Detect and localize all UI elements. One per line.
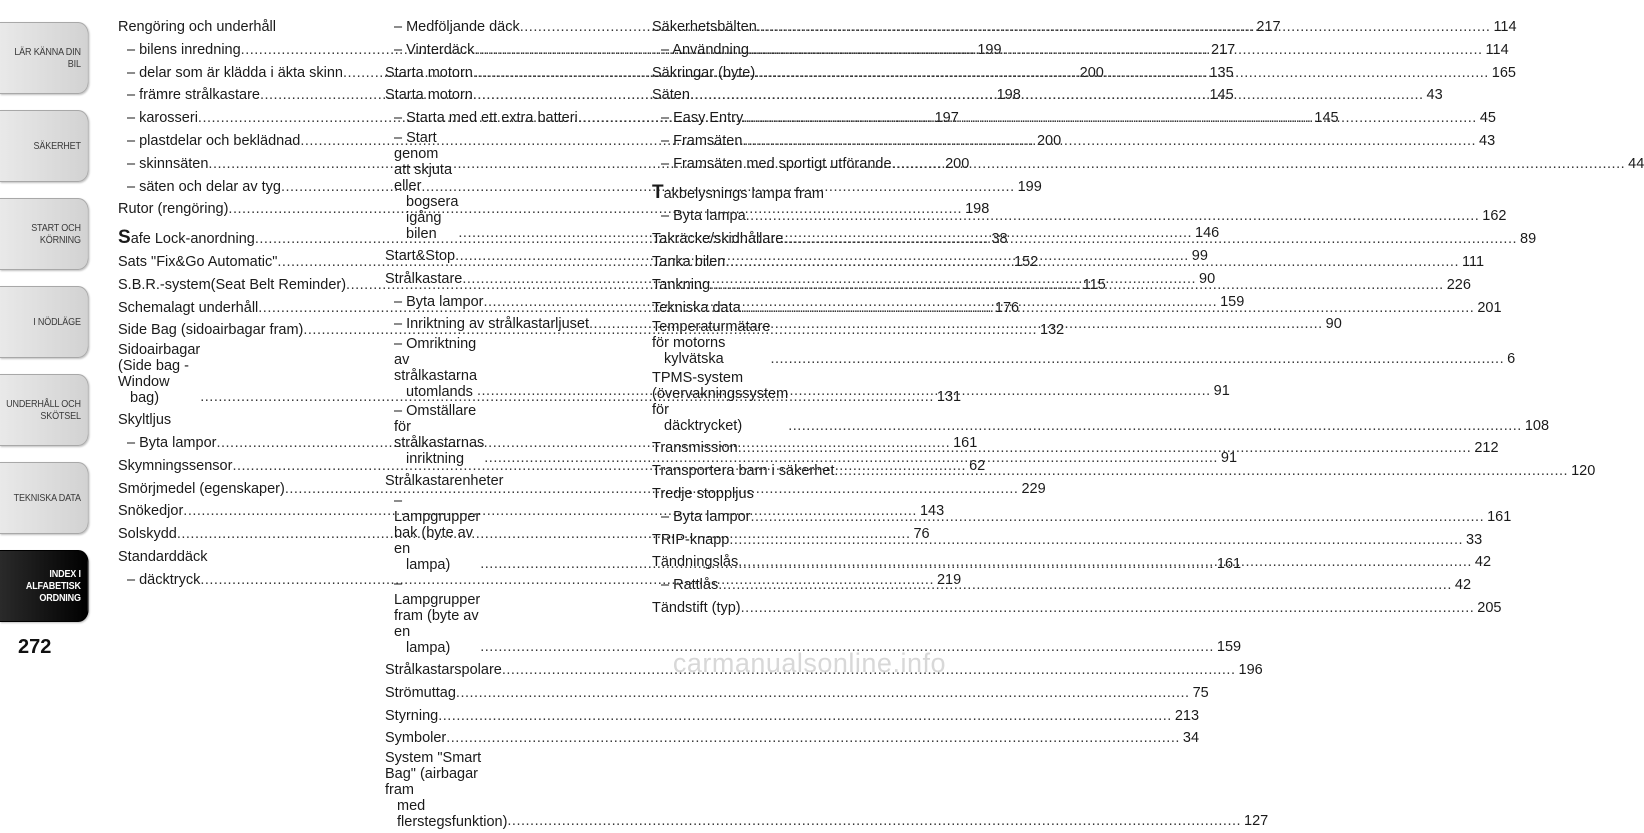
index-entry-page: 219 (936, 571, 962, 588)
index-entry-label: – främre strålkastare (127, 87, 260, 104)
index-entry-page: 226 (1446, 276, 1471, 293)
index-entry-label: Tanka bilen (652, 253, 726, 270)
index-entry-page: 132 (1040, 322, 1065, 339)
leader-dots (438, 705, 1172, 728)
index-entry-page: 217 (1210, 41, 1236, 58)
leader-dots (725, 251, 1459, 274)
leader-dots (755, 62, 1489, 85)
leader-dots (749, 39, 1483, 62)
index-entry-page: 75 (1192, 684, 1209, 701)
index-entry-label: – Byta lampor (661, 508, 751, 525)
index-entry-label: Starta motorn (385, 87, 473, 104)
index-entry-label: – plastdelar och beklädnad (127, 132, 301, 149)
leader-dots (741, 297, 1475, 320)
index-entry-label: TRIP-knapp (652, 531, 730, 548)
index-entry-label: – säten och delar av tyg (127, 178, 281, 195)
index-entry (118, 409, 376, 432)
index-entry-label: Symboler (385, 730, 447, 747)
index-entry-label: – Lampgrupper fram (byte av en lampa) (394, 575, 481, 656)
index-entry-label: Tredje stoppljus (652, 485, 754, 502)
index-entry-page: 44 (1628, 155, 1644, 172)
index-entry-label: – Framsäten med sportigt utförande (661, 155, 892, 172)
index-entry-page: 213 (1174, 707, 1200, 724)
index-entry-label: – Användning (661, 41, 749, 58)
watermark: carmanualsonline.info (672, 648, 946, 678)
index-entry-page: 176 (994, 299, 1020, 316)
index-entry-page: 114 (1493, 19, 1517, 35)
index-entry-page: 200 (1036, 132, 1062, 149)
index-entry-label: Strömuttag (385, 684, 456, 701)
index-entry-page: 90 (1325, 316, 1342, 333)
index-entry-page: 217 (1256, 19, 1281, 35)
index-entry-label: System "Smart Bag" (airbagar fram med flerstegsfunktion) (385, 750, 508, 831)
leader-dots (770, 348, 1504, 371)
index-entry-page: 76 (913, 526, 930, 543)
index-entry-page: 91 (1213, 383, 1230, 400)
leader-dots (741, 597, 1475, 620)
index-entry-label: S.B.R.-system(Seat Belt Reminder) (118, 276, 347, 293)
index-entry-label: Transmission (652, 440, 738, 457)
index-entry-page: 108 (1524, 417, 1550, 434)
index-entry-label: Safe Lock-anordning (118, 227, 255, 249)
index-entry-page: 91 (1220, 450, 1238, 467)
index-entry-page: 159 (1216, 639, 1242, 656)
leader-dots (738, 551, 1472, 574)
index-entry-page: 90 (1199, 270, 1216, 287)
leader-dots (783, 228, 1517, 251)
chapter-tab-4[interactable]: I NÖDLÄGE (0, 286, 89, 358)
index-entry-page: 159 (1220, 293, 1245, 310)
index-entry-page: 161 (1216, 556, 1242, 573)
index-entry-page: 120 (1571, 463, 1596, 480)
leader-dots (743, 107, 1477, 130)
leader-dots (742, 130, 1476, 153)
index-entry-label: – Easy Entry (661, 110, 744, 127)
index-entry-label: – Byta lampor (394, 293, 484, 310)
index-entry-label: Smörjmedel (egenskaper) (118, 480, 285, 497)
index-entry-label: Start&Stop (385, 247, 456, 264)
leader-dots (750, 506, 1484, 529)
index-entry (652, 182, 910, 206)
index-entry-page: 145 (1209, 87, 1234, 104)
index-entry-label: – Lampgrupper bak (byte av en lampa) (394, 492, 481, 573)
index-entry (652, 597, 1502, 620)
index-entry-page: 143 (919, 503, 945, 520)
index-entry-label: – Byta lampor (127, 434, 217, 451)
index-entry-page: 205 (1477, 599, 1502, 616)
leader-dots (788, 415, 1522, 438)
chapter-tab-7[interactable]: INDEX I ALFABETISK ORDNING (0, 550, 89, 622)
index-entry-page: 6 (1507, 350, 1516, 367)
leader-dots (718, 574, 1452, 597)
index-entry-page: 145 (1314, 110, 1339, 127)
chapter-tab-1[interactable]: LÄR KÄNNA DIN BIL (0, 22, 89, 94)
index-entry-label: – Byta lampa (661, 208, 746, 225)
index-entry-page: 161 (1487, 508, 1512, 525)
index-entry-label: – Medföljande däck (394, 19, 520, 35)
index-entry-label: – delar som är klädda i äkta skinn (127, 64, 343, 81)
chapter-tab-3[interactable]: START OCH KÖRNING (0, 198, 89, 270)
index-entry-page: 43 (1479, 132, 1496, 149)
index-entry-label: Tändningslås (652, 554, 739, 571)
index-entry-label: Rengöring och underhåll (118, 19, 276, 35)
leader-dots (507, 810, 1241, 833)
chapter-tab-6[interactable]: TEKNISKA DATA (0, 462, 89, 534)
index-entry-label: Transportera barn i säkerhet (652, 463, 835, 480)
index-entry-page: 161 (953, 434, 978, 451)
leader-dots (746, 205, 1480, 228)
index-entry-label: – bilens inredning (127, 41, 241, 58)
index-entry-page: 198 (965, 201, 990, 218)
index-entry (118, 546, 376, 569)
index-entry-page: 165 (1491, 64, 1516, 81)
index-entry-label: Säkringar (byte) (652, 64, 756, 81)
index-entry-label: – Start genom att skjuta eller bogsera igång bilen (394, 129, 459, 242)
index-entry-label: Säten (652, 87, 690, 104)
index-entry-page: 196 (1238, 661, 1263, 678)
index-entry-page: 99 (1191, 247, 1208, 264)
index-entry-label: Temperaturmätare för motorns kylvätska (652, 319, 771, 368)
index-entry (652, 483, 910, 506)
leader-dots (738, 437, 1472, 460)
page-number: 272 (18, 636, 52, 658)
index-entry-label: Side Bag (sidoairbagar fram) (118, 322, 304, 339)
index-entry-label: – Starta med ett extra batteri (394, 110, 578, 127)
index-entry-page: 45 (1479, 110, 1496, 127)
index-entry-label: Strålkastare (385, 270, 463, 287)
index-entry-label: Schemalagt underhåll (118, 299, 259, 316)
leader-dots (757, 16, 1491, 39)
index-entry-page: 135 (1209, 64, 1234, 81)
index-entry-page: 33 (1466, 531, 1483, 548)
index-entry-page: 131 (936, 389, 962, 406)
chapter-tab-2[interactable]: SÄKERHET (0, 110, 89, 182)
index-entry (385, 750, 1269, 833)
index-entry-label: Strålkastarenheter (385, 473, 504, 490)
index-entry-label: Skyltljus (118, 412, 172, 429)
index-entry-label: Snökedjor (118, 503, 184, 520)
index-entry-label: Rutor (rengöring) (118, 201, 229, 218)
index-entry-label: Starta motorn (385, 64, 473, 81)
index-entry-page: 146 (1195, 225, 1220, 242)
index-entry-label: Standarddäck (118, 548, 208, 565)
index-entry-label: – Omställare för strålkastarnas inriktning (394, 403, 485, 468)
index-entry-page: 199 (977, 41, 1002, 58)
leader-dots (456, 682, 1190, 705)
index-entry-page: 34 (1182, 730, 1200, 747)
leader-dots (446, 727, 1180, 750)
index-entry-label: – Vinterdäck (394, 41, 475, 58)
index-entry-label: – Framsäten (661, 132, 743, 149)
index-entry-page: 114 (1485, 41, 1509, 58)
index-entry-label: Skymningssensor (118, 457, 233, 474)
index-entry-label: – Rattlås (661, 577, 719, 594)
index-entry-page: 89 (1520, 231, 1537, 248)
index-entry-label: Tankning (652, 276, 711, 293)
index-entry-page: 229 (1021, 480, 1046, 497)
index-entry (385, 470, 643, 493)
index-entry-page: 162 (1482, 208, 1507, 225)
chapter-tab-5[interactable]: UNDERHÅLL OCH SKÖTSEL (0, 374, 89, 446)
index-entry-label: Sidoairbagar (Side bag - Window bag) (118, 342, 201, 407)
index-entry-label: – skinnsäten (127, 155, 209, 172)
index-entry-page: 199 (1017, 178, 1042, 195)
index-entry-label: Säkerhetsbälten (652, 19, 757, 35)
index-entry-label: Solskydd (118, 526, 177, 543)
index-entry-page: 200 (1079, 64, 1104, 81)
index-entry-label: Takräcke/skidhållare (652, 231, 784, 248)
index-entry-label: – Inriktning av strålkastarljuset (394, 316, 590, 333)
leader-dots (834, 460, 1568, 483)
index-entry (385, 727, 1200, 750)
index-entry-page: 42 (1474, 554, 1492, 571)
index-entry-page: 212 (1474, 440, 1499, 457)
index-entry-page: 43 (1426, 87, 1443, 104)
index-entry-label: Tändstift (typ) (652, 599, 741, 616)
index-entry-label: – däcktryck (127, 571, 201, 588)
index-entry (385, 705, 1200, 728)
index-entry-label: TPMS-system (övervakningssystem för däcktrycket) (652, 370, 789, 435)
index-entry (385, 682, 1209, 705)
index-entry-label: – karosseri (127, 110, 198, 127)
index-entry-page: 115 (1082, 276, 1106, 293)
index-entry-page: 198 (996, 87, 1021, 104)
leader-dots (729, 529, 1463, 552)
leader-dots (892, 153, 1626, 176)
leader-dots (690, 84, 1424, 107)
index-entry-page: 38 (991, 231, 1008, 248)
index-entry-page: 197 (934, 110, 959, 127)
index-entry-label: Sats "Fix&Go Automatic" (118, 253, 278, 270)
index-entry-page: 127 (1244, 813, 1269, 830)
index-entry-page: 201 (1477, 299, 1502, 316)
index-entry (118, 16, 376, 39)
index-entry-page: 200 (945, 155, 970, 172)
index-entry-page: 152 (1014, 253, 1039, 270)
index-entry-page: 42 (1454, 577, 1472, 594)
index-entry-label: Takbelysnings lampa fram (652, 181, 824, 203)
index-entry-label: Styrning (385, 707, 439, 724)
index-entry-label: Strålkastarspolare (385, 661, 502, 678)
index-entry-page: 62 (969, 457, 986, 474)
leader-dots (710, 274, 1444, 297)
index-entry-label: Tekniska data (652, 299, 741, 316)
index-entry-label: – Omriktning av strålkastarna utomlands (394, 336, 478, 401)
index-entry-page: 111 (1462, 253, 1485, 270)
